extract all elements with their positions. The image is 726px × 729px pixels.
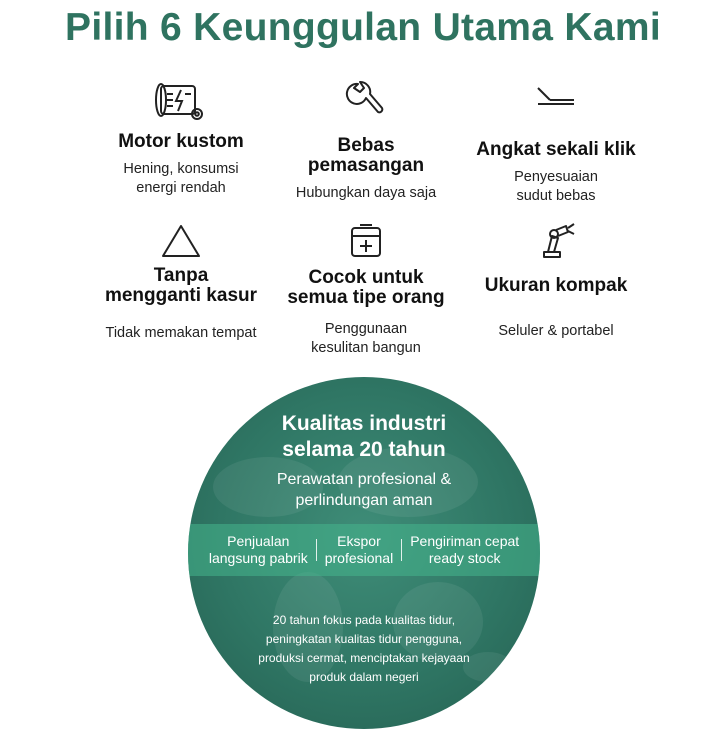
circle-title: Kualitas industri selama 20 tahun bbox=[281, 412, 447, 461]
robot-arm-icon bbox=[532, 222, 580, 260]
highlight-band bbox=[188, 524, 540, 576]
page-title: Pilih 6 Keunggulan Utama Kami bbox=[65, 6, 661, 49]
motor-icon bbox=[151, 78, 211, 126]
feature-title: Tanpa mengganti kasur bbox=[104, 265, 258, 306]
feature-title: Cocok untuk semua tipe orang bbox=[287, 267, 445, 308]
feature-desc: Tidak memakan tempat bbox=[105, 325, 257, 341]
feature-compact bbox=[456, 222, 656, 341]
feature-desc: Penggunaan kesulitan bangun bbox=[311, 321, 421, 356]
band-item-shipping: Pengiriman cepat ready stock bbox=[410, 533, 520, 566]
feature-motor bbox=[81, 78, 281, 198]
medical-kit-icon bbox=[342, 222, 390, 260]
feature-all-people bbox=[266, 222, 466, 358]
feature-desc: Hening, konsumsi energi rendah bbox=[123, 161, 239, 196]
feature-desc: Seluler & portabel bbox=[498, 323, 614, 339]
band-item-factory: Penjualan langsung pabrik bbox=[208, 533, 308, 566]
band-item-export: Ekspor profesional bbox=[324, 533, 394, 566]
feature-no-mattress bbox=[81, 222, 281, 343]
feature-desc: Hubungkan daya saja bbox=[295, 185, 437, 201]
feature-one-click bbox=[456, 78, 656, 206]
feature-installation bbox=[266, 78, 466, 203]
quality-circle bbox=[188, 377, 540, 729]
circle-body-text: 20 tahun fokus pada kualitas tidur, peningkatan kualitas tidur pengguna, produksi cermat, menciptakan kejayaan produk dalam negeri bbox=[258, 613, 470, 684]
circle-subtitle: Perawatan profesional & perlindungan aman bbox=[276, 471, 452, 509]
feature-title: Motor kustom bbox=[118, 131, 244, 152]
feature-title: Ukuran kompak bbox=[484, 275, 628, 296]
triangle-icon bbox=[157, 222, 205, 260]
recline-icon bbox=[532, 78, 580, 122]
feature-title: Angkat sekali klik bbox=[476, 139, 636, 160]
wrench-icon bbox=[342, 78, 390, 122]
feature-title: Bebas pemasangan bbox=[307, 135, 425, 176]
feature-desc: Penyesuaian sudut bebas bbox=[514, 169, 598, 204]
